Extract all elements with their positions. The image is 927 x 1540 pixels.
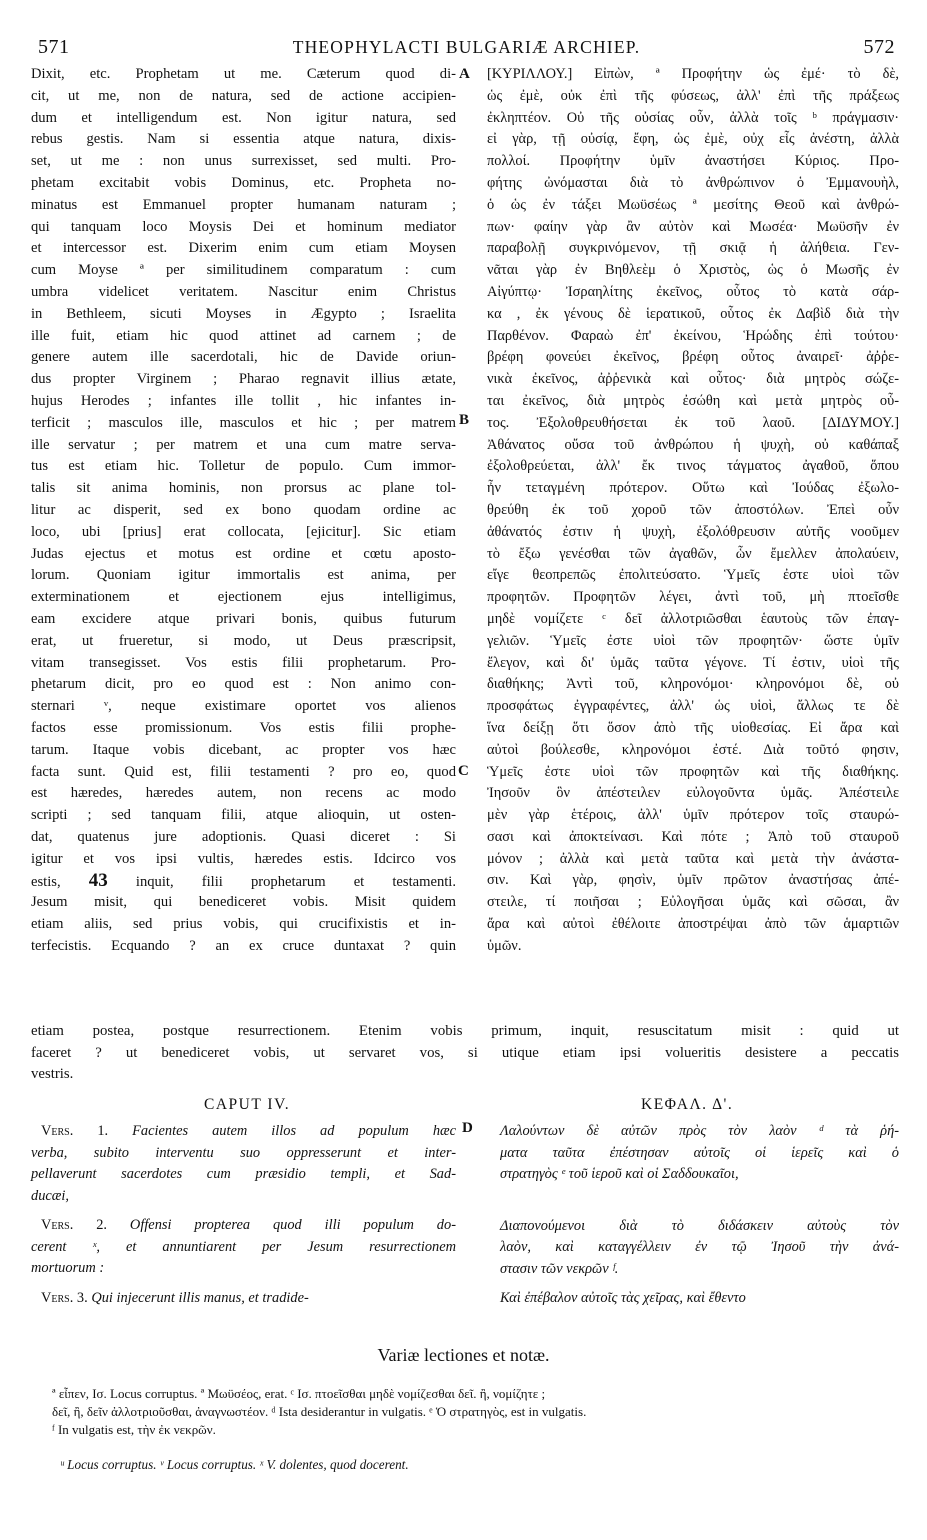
- greek-line: ὡς ἐμὲ, οὐκ ἐπὶ τῆς φύσεως, ἀλλ' ἐπὶ τῆς πράξεως: [487, 87, 899, 104]
- latin-line: ille servatur ; per matrem et una cum matre serva-: [31, 436, 456, 453]
- latin-line: ille fuit, etiam hic quod attinet ad carnem ; de: [31, 327, 456, 344]
- latin-line: igitur et vos ipsi vultis, hæredes estis. Idcirco vos: [31, 850, 456, 867]
- latin-line: vitam transegisset. Vos estis filii prophetarum. Pro-: [31, 654, 456, 671]
- greek-line: πων· φαίην γὰρ ἂν αὐτὸν καὶ Μωσέα· Μωϋσῆν ἐν: [487, 218, 899, 235]
- greek-line: Παρθένον. Φαραὼ ἐπ' ἐκείνου, Ἡρώδης ἐπὶ τούτου·: [487, 327, 899, 344]
- latin-line: exterminationem et ejectionem ejus intelligimus,: [31, 589, 456, 606]
- note-line: ª εἶπεν, Ισ. Locus corruptus. ª Μωϋσέος, erat. ᶜ Ισ. πτοεῖσθαι μηδὲ νομίζεσθαι δεῖ. ἢ, νομίζητε ;: [52, 1386, 546, 1401]
- latin-line: litur ac disperit, sed ex bono quodam ordine ac: [31, 501, 456, 518]
- running-title: THEOPHYLACTI BULGARIÆ ARCHIEP.: [292, 37, 641, 57]
- greek-line: ἦν τεταγμένη πρότερον. Οὕτω καὶ Ἰούδας ἐξωλο-: [487, 480, 899, 497]
- latin-line: Dixit, etc. Prophetam ut me. Cæterum quod di-: [31, 66, 456, 82]
- margin-marker-d: D: [462, 1120, 473, 1136]
- latin-line: phetam excitabit vobis Dominus, etc. Propheta no-: [31, 174, 456, 191]
- latin-line: set, ut me : non unus surrexisset, sed multi. Pro-: [31, 153, 456, 170]
- variant-notes: [52, 1385, 907, 1439]
- variae-heading: Variæ lectiones et notæ.: [377, 1345, 550, 1365]
- latin-verse-line: mortuorum :: [31, 1260, 105, 1276]
- latin-line: loco, ubi [prius] erat collocata, [ejicitur]. Sic etiam: [31, 523, 456, 540]
- greek-line: [ΚΥΡΙΛΛΟΥ.] Εἰπὼν, ª Προφήτην ὡς ἐμέ· τὸ δὲ,: [487, 66, 899, 82]
- full-line: vestris.: [31, 1066, 74, 1083]
- latin-line: dat, quatenus jure adoptionis. Quasi diceret : Si: [31, 828, 456, 845]
- greek-verse: [500, 1288, 899, 1310]
- verse-text: Offensi propterea quod illi populum do-: [129, 1217, 456, 1233]
- left-page-number: 571: [38, 36, 70, 58]
- latin-line: etiam aliis, sed prius vobis, qui crucifixistis et in-: [31, 916, 456, 933]
- right-page-number: 572: [863, 36, 895, 58]
- greek-line: ἐξολοθρεύεται, ἀλλ' ἔκ τινος τάγματος ἀγαθοῦ, ὅπου: [487, 458, 899, 475]
- latin-line-text: inquit, filii prophetarum et testamenti.: [107, 874, 456, 891]
- latin-line: minatus est Emmanuel propter humanam naturam ;: [31, 196, 456, 213]
- latin-line: umbra videlicet veritatem. Nascitur enim Christus: [31, 283, 456, 300]
- latin-verse-line: [31, 1288, 456, 1310]
- greek-line: ἄρα καὶ αὐτοὶ ἐθέλοιτε ἀποστρέψαι ἀπὸ τῶν ἁμαρτιῶν: [487, 916, 899, 933]
- greek-line: Ἰησοῦν ὃν ἀπέστειλεν εὐλογοῦντα ὑμᾶς. Ἀπέστειλε: [487, 785, 899, 802]
- latin-line: terfecistis. Ecquando ? an ex cruce duntaxat ? quin: [31, 937, 456, 954]
- latin-verse-line: [31, 1215, 456, 1237]
- greek-line: Αἰγύπτῳ· Ἰσραηλίτης ἐκεῖνος, οὗτος τὸ κατὰ σάρ-: [487, 283, 899, 300]
- latin-line: tarum. Itaque vobis dicebant, ac propter vos hæc: [31, 741, 456, 758]
- latin-line: est hæredes, hæredes autem, non recens ac modo: [31, 785, 456, 802]
- latin-line: hujus Herodes ; infantes ille tollit , hic infantes in-: [31, 392, 456, 409]
- latin-line: in Bethleem, sicuti Moyses in Ægypto ; Israelita: [31, 305, 456, 322]
- greek-line: Ὑμεῖς ἐστε υἱοὶ τῶν προφητῶν καὶ τῆς διαθήκης.: [487, 763, 899, 780]
- greek-line: νᾶται γὰρ ἐν Βηθλεὲμ ὁ Χριστὸς, ὡς ὁ Μωσῆς ἐν: [487, 262, 899, 279]
- verse-text: Facientes autem illos ad populum hæc: [132, 1123, 456, 1139]
- latin-line: factos esse promissionum. Vos estis filii prophe-: [31, 719, 456, 736]
- latin-line: eam excidere atque privari bonis, quibus futurum: [31, 610, 456, 627]
- greek-line: μόνον ; ἀλλὰ καὶ μετὰ ταῦτα καὶ μετὰ τὴν ἀνάστα-: [487, 850, 899, 867]
- latin-verse-line: cerent ˣ, et annuntiarent per Jesum resurrectionem: [31, 1238, 456, 1255]
- greek-line: σασι καὶ ἀποκτείνασι. Καὶ πότε ; Ἀπὸ τοῦ σταυροῦ: [487, 828, 899, 845]
- margin-marker-a: A: [459, 66, 470, 82]
- greek-verse-line: λαὸν, καὶ καταγγέλλειν ἐν τῷ Ἰησοῦ τὴν ἀνά-: [500, 1239, 899, 1255]
- greek-line: κα , ἐκ γένους δὲ ἱερατικοῦ, οὗτος ἐκ Δαβὶδ διὰ τὴν: [487, 305, 899, 322]
- latin-line: lorum. Quoniam igitur immortalis est anima, per: [31, 567, 456, 584]
- latin-estis: estis,: [31, 874, 89, 891]
- full-line: etiam postea, postque resurrectionem. Etenim vobis primum, inquit, resuscitatum misit : quid ut: [31, 1023, 899, 1039]
- greek-verse-line: Διαπονούμενοι διὰ τὸ διδάσκειν αὐτοὺς τὸν: [500, 1217, 899, 1234]
- greek-line: Ἀθάνατος οὔσα τοῦ ἀνθρώπου ἡ ψυχὴ, οὐ καθάπαξ: [487, 436, 899, 453]
- latin-line: et intercessor est. Dixerim enim cum etiam Moysen: [31, 240, 456, 257]
- latin-line: Jesum misit, qui benediceret vobis. Misit quidem: [31, 894, 456, 911]
- latin-verse: [31, 1215, 456, 1280]
- caput-greek-heading: ΚΕΦΑΛ. Δ'.: [641, 1096, 734, 1113]
- verse-label: Vers. 2.: [41, 1217, 130, 1233]
- latin-line: genere autem ille sacerdotali, hic de Davide oriun-: [31, 349, 456, 366]
- greek-line: βρέφη φονεύει ἐκεῖνος, βρέφη οὗτος ἀναιρεῖ· ἀῤῥε-: [487, 349, 899, 366]
- full-width-text: [31, 1021, 899, 1086]
- greek-verse: [500, 1121, 899, 1186]
- greek-line: μὲν γὰρ ἑτέροις, ἀλλ' ὑμῖν πρότερον τοῖς σταυρώ-: [487, 807, 899, 824]
- latin-line: cum Moyse ª per similitudinem comparatum : cum: [31, 262, 456, 279]
- latin-line: qui tanquam loco Moysis Dei et hominum mediator: [31, 218, 456, 235]
- latin-verse-line: pellaverunt sacerdotes cum præsidio templi, et Sad-: [31, 1166, 456, 1182]
- latin-verse-line: [31, 1121, 456, 1143]
- greek-line: ἵνα δείξῃ ὅτι ὅσον ἀπὸ τῆς υἱοθεσίας. Εἰ ἄρα καὶ: [487, 719, 899, 736]
- greek-verse-line: Λαλούντων δὲ αὐτῶν πρὸς τὸν λαὸν ᵈ τὰ ῥή-: [500, 1123, 899, 1139]
- greek-verse-line: ματα ταῦτα ἐπέστησαν αὐτοῖς οἱ ἱερεῖς καὶ ὁ: [500, 1144, 899, 1161]
- latin-verse: [31, 1121, 456, 1207]
- greek-line: εἰ γὰρ, τῇ οὐσίᾳ, ἔφη, ὡς ἐμὲ, οὐχ εἷς ἀνέστη, ἀλλὰ: [487, 131, 899, 148]
- caput-latin-heading: CAPUT IV.: [204, 1096, 291, 1113]
- greek-line: ἀθάνατός ἐστιν ἡ ψυχὴ, ἐξολόθρευσιν αὐτῆς νοοῦμεν: [487, 523, 899, 540]
- greek-verse-line: στρατηγὸς ᵉ τοῦ ἱεροῦ καὶ οἱ Σαδδουκαῖοι,: [500, 1166, 739, 1182]
- greek-line: εἴγε θεοπρεπῶς ἐπολιτεύσατο. Ὑμεῖς ἐστε υἱοὶ τῶν: [487, 567, 899, 584]
- verse-label: Vers. 3.: [41, 1289, 92, 1306]
- latin-verses: [31, 1121, 456, 1309]
- latin-verse-line: ducæi,: [31, 1187, 69, 1204]
- greek-line: θρεύθη ἐκ τοῦ χοροῦ τῶν ἀποστόλων. Ἐπεὶ οὖν: [487, 501, 899, 518]
- greek-line: γελιῶν. Ὑμεῖς ἐστε υἱοὶ τῶν προφητῶν· ὥστε ὑμῖν: [487, 632, 899, 649]
- greek-verse-line: στασιν τῶν νεκρῶν ᶠ.: [500, 1260, 619, 1277]
- latin-line: [31, 870, 456, 892]
- greek-verse: [500, 1216, 899, 1281]
- greek-line: προφητῶν. Προφητῶν λέγει, ἀντὶ τοῦ, μὴ πτοεῖσθε: [487, 589, 899, 606]
- variant-notes-bottom: ᵘ Locus corruptus. ᵛ Locus corruptus. ˣ V. dolentes, quod docerent.: [60, 1457, 409, 1472]
- latin-line: talis sit anima hominis, non prorsus ac plane tol-: [31, 480, 456, 497]
- greek-line: φήτης ὠνόμασται διὰ τὸ ἀνθρώπινον ὁ Ἐμμανουὴλ,: [487, 174, 899, 191]
- greek-column: [487, 64, 899, 958]
- verse-label: Vers. 1.: [41, 1123, 133, 1139]
- latin-line: phetarum dicit, pro eo quod est : Non animo con-: [31, 676, 456, 693]
- column-number: 43: [88, 870, 108, 892]
- greek-line: προσφάτως ἐγγραφέντες, ἀλλ' ὡς υἱοὶ, ἄλλως τε δὲ: [487, 698, 899, 715]
- greek-line: στειλε, τί ποιῆσαι ; Εὐλογῆσαι ὑμᾶς καὶ σῶσαι, ἂν: [487, 894, 899, 911]
- latin-line: rebus gestis. Nam si essentia atque natura, dixis-: [31, 131, 456, 148]
- greek-line: αὐτοὶ βούλεσθε, κληρονόμοι ἐστέ. Διὰ τοῦτό φησιν,: [487, 741, 899, 758]
- latin-column: [31, 64, 456, 958]
- greek-line: ἔλεγον, καὶ δι' ὑμᾶς ταῦτα γέγονε. Τί ἐστιν, υἱοὶ τῆς: [487, 654, 899, 671]
- margin-marker-b: B: [459, 412, 470, 428]
- latin-line: Judas ejectus et motus est ordine et cœtu aposto-: [31, 545, 456, 562]
- latin-line: dus propter Virginem ; Pharao regnavit illius ætate,: [31, 371, 456, 388]
- greek-line: τος. Ἐξολοθρευθήσεται ἐκ τοῦ λαοῦ. [ΔΙΔΥΜΟΥ.]: [487, 414, 899, 431]
- latin-line: tus est etiam hic. Tolletur de populo. Cum immor-: [31, 458, 456, 475]
- greek-verse-line: Καὶ ἐπέβαλον αὐτοῖς τὰς χεῖρας, καὶ ἔθεντο: [500, 1290, 746, 1306]
- latin-line: dum et intelligendum est. Non igitur natura, sed: [31, 109, 456, 126]
- verse-text: Qui injecerunt illis manus, et tradide-: [91, 1289, 309, 1306]
- greek-line: ὁ ὡς ἐν τάξει Μωϋσέως ª μεσίτης Θεοῦ καὶ ἀνθρώ-: [487, 196, 899, 213]
- latin-verse-line: verba, subito interventu suo oppresserunt et inter-: [31, 1144, 456, 1161]
- greek-line: μηδὲ νομίζετε ᶜ δεῖ ἀλλοτριῶσθαι ἑαυτοὺς τῶν ἐπαγ-: [487, 610, 899, 627]
- note-line: δεῖ, ἢ, δεῖν ἀλλοτριοῦσθαι, ἀναγνωστέον. ᵈ Ista desiderantur in vulgatis. ᵉ Ὁ στρατηγὸς, est in vulgatis.: [52, 1404, 587, 1419]
- greek-line: παραβολῇ συγκρινόμενον, τῇ σκιᾷ ἡ ἀλήθεια. Γεν-: [487, 240, 899, 257]
- greek-line: πολλοί. Προφήτην ὑμῖν ἀναστήσει Κύριος. Προ-: [487, 153, 899, 170]
- greek-verses: [500, 1121, 899, 1310]
- margin-marker-c: C: [458, 763, 469, 779]
- greek-line: ἐκληπτέον. Οὐ τῆς οὐσίας οὖν, ἀλλὰ τοῖς ᵇ πράγμασιν·: [487, 109, 899, 126]
- latin-line: facta sunt. Quid est, filii testamenti ? pro eo, quod: [31, 763, 456, 780]
- greek-line: διαθήκης; Ἀντὶ τοῦ, κληρονόμοι· κληρονόμοι δὲ, οὐ: [487, 676, 899, 693]
- page-header: [38, 36, 895, 62]
- latin-line: cit, ut me, non de natura, sed de actione accipien-: [31, 87, 456, 104]
- latin-verse: [31, 1288, 456, 1310]
- latin-line: erat, ut frueretur, si modo, ut Deus præscripsit,: [31, 632, 456, 649]
- latin-line: terficit ; masculos ille, masculos et hic ; per matrem: [31, 414, 456, 431]
- note-line: ᶠ In vulgatis est, τὴν ἐκ νεκρῶν.: [52, 1422, 216, 1437]
- greek-line: ται ἐκεῖνος, διὰ μητρὸς ἐσώθη καὶ μετὰ μητρὸς οὗ-: [487, 392, 899, 409]
- greek-line: τὸ ἔξω γενέσθαι τῶν ἀγαθῶν, ὧν ἔμελλεν ἀπολαύειν,: [487, 545, 899, 562]
- greek-line: σιν. Καὶ γὰρ, φησὶν, ὑμῖν πρῶτον ἀναστήσας ἀπέ-: [487, 872, 899, 889]
- latin-line: scripti ; sed tanquam filii, atque alioquin, ut osten-: [31, 807, 456, 824]
- greek-line: ὑμῶν.: [487, 937, 522, 954]
- full-line: faceret ? ut benediceret vobis, ut servaret vos, si utique etiam ipsi volueritis desistere a peccatis: [31, 1044, 899, 1061]
- latin-line: sternari ᵛ, neque existimare oportet vos alienos: [31, 698, 456, 715]
- greek-line: νικὰ ἐκεῖνος, ἀῤῥενικὰ καὶ οὗτος· διὰ μητρὸς σώζε-: [487, 371, 899, 388]
